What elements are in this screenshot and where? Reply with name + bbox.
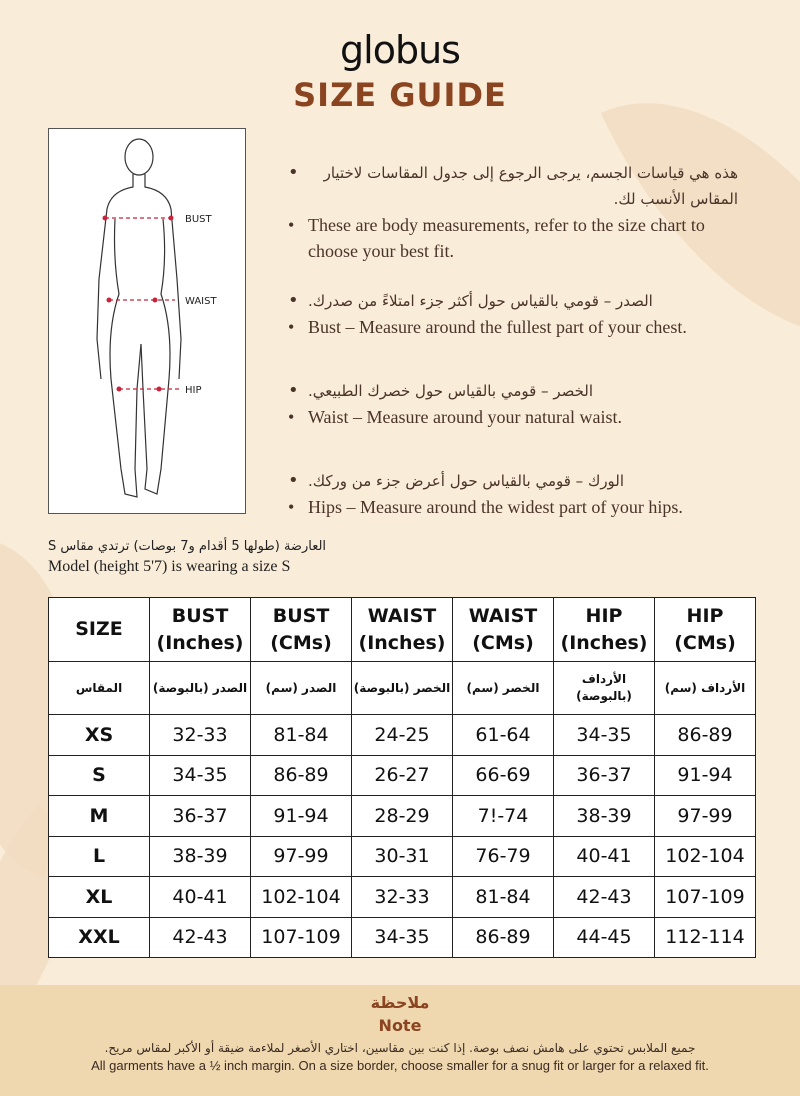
table-row (49, 917, 756, 958)
bullet-en: • Bust – Measure around the fullest part of your chest. (288, 314, 738, 340)
bullet-ar: • الورك – قومي بالقياس حول أعرض جزء من وركك. (288, 468, 738, 494)
measurement-cell: 42-43 (554, 877, 655, 918)
bullet-ar: • الصدر – قومي بالقياس حول أكثر جزء امتلاءً من صدرك. (288, 288, 738, 314)
bullet-ar: • الخصر – قومي بالقياس حول خصرك الطبيعي. (288, 378, 738, 404)
measurement-cell: 36-37 (150, 796, 251, 837)
measurement-cell: 66-69 (453, 755, 554, 796)
measurement-cell: 91-94 (655, 755, 756, 796)
size-cell: XXL (49, 917, 150, 958)
header-ar: الأرداف (بالبوصة) (554, 662, 655, 715)
measurement-cell: 97-99 (251, 836, 352, 877)
measurement-cell: 28-29 (352, 796, 453, 837)
measurement-cell: 36-37 (554, 755, 655, 796)
bullet-en: • These are body measurements, refer to the size chart to choose your best fit. (288, 212, 738, 264)
measurement-cell: 34-35 (554, 715, 655, 756)
measurement-cell: 34-35 (352, 917, 453, 958)
measurement-cell: 44-45 (554, 917, 655, 958)
header-row-ar (49, 662, 756, 715)
model-info (48, 537, 326, 577)
header-bust-in: BUST (Inches) (150, 598, 251, 662)
measurement-cell: 81-84 (453, 877, 554, 918)
measurement-cell: 7!-74 (453, 796, 554, 837)
measurement-cell: 91-94 (251, 796, 352, 837)
measurement-cell: 61-64 (453, 715, 554, 756)
measurement-cell: 40-41 (150, 877, 251, 918)
table-row (49, 755, 756, 796)
measurement-cell: 30-31 (352, 836, 453, 877)
table-row (49, 877, 756, 918)
female-body-outline-icon (49, 129, 247, 515)
size-cell: XL (49, 877, 150, 918)
table-row (49, 836, 756, 877)
measurement-cell: 24-25 (352, 715, 453, 756)
hip-label: HIP (185, 385, 202, 396)
header-waist-cm: WAIST (CMs) (453, 598, 554, 662)
header-hip-in: HIP (Inches) (554, 598, 655, 662)
table-row (49, 796, 756, 837)
header-ar: الخصر (بالبوصة) (352, 662, 453, 715)
header-ar: الأرداف (سم) (655, 662, 756, 715)
bullet-ar: • هذه هي قياسات الجسم، يرجى الرجوع إلى جدول المقاسات لاختيار المقاس الأنسب لك. (288, 160, 738, 212)
bullet-en: • Hips – Measure around the widest part of your hips. (288, 494, 738, 520)
size-cell: L (49, 836, 150, 877)
note-section (0, 985, 800, 1096)
brand-logo: globus (340, 28, 460, 72)
header-bust-cm: BUST (CMs) (251, 598, 352, 662)
measurement-cell: 86-89 (655, 715, 756, 756)
measurement-cell: 32-33 (150, 715, 251, 756)
header-row (49, 598, 756, 662)
header-hip-cm: HIP (CMs) (655, 598, 756, 662)
measurement-cell: 32-33 (352, 877, 453, 918)
model-info-ar: العارضة (طولها 5 أقدام و7 بوصات) ترتدي مقاس S (48, 539, 327, 554)
measurement-cell: 112-114 (655, 917, 756, 958)
measurement-cell: 38-39 (554, 796, 655, 837)
measurement-cell: 81-84 (251, 715, 352, 756)
header-size: SIZE (49, 598, 150, 662)
measurement-instructions (288, 160, 738, 548)
header-ar: الخصر (سم) (453, 662, 554, 715)
header-ar: المقاس (49, 662, 150, 715)
size-cell: XS (49, 715, 150, 756)
note-title-ar: ملاحظة (370, 993, 430, 1012)
size-cell: S (49, 755, 150, 796)
measurement-cell: 76-79 (453, 836, 554, 877)
note-text-ar: جميع الملابس تحتوي على هامش نصف بوصة. إذا كنت بين مقاسين، اختاري الأصغر لملاءمة ضيقة أو الأكبر لمقاس مريح. (104, 1041, 696, 1055)
measurement-cell: 38-39 (150, 836, 251, 877)
page-title: SIZE GUIDE (293, 76, 507, 114)
body-measurement-figure (48, 128, 246, 514)
measurement-cell: 86-89 (251, 755, 352, 796)
header-ar: الصدر (سم) (251, 662, 352, 715)
size-chart-table (48, 597, 756, 958)
measurement-cell: 34-35 (150, 755, 251, 796)
size-cell: M (49, 796, 150, 837)
header-ar: الصدر (بالبوصة) (150, 662, 251, 715)
bust-label: BUST (185, 214, 212, 225)
measurement-cell: 42-43 (150, 917, 251, 958)
waist-label: WAIST (185, 296, 217, 307)
measurement-cell: 40-41 (554, 836, 655, 877)
header-waist-in: WAIST (Inches) (352, 598, 453, 662)
measurement-cell: 102-104 (655, 836, 756, 877)
measurement-cell: 86-89 (453, 917, 554, 958)
note-title-en: Note (378, 1016, 422, 1035)
measurement-cell: 102-104 (251, 877, 352, 918)
bullet-en: • Waist – Measure around your natural waist. (288, 404, 738, 430)
measurement-cell: 107-109 (655, 877, 756, 918)
table-row (49, 715, 756, 756)
measurement-cell: 107-109 (251, 917, 352, 958)
measurement-cell: 26-27 (352, 755, 453, 796)
note-text-en: All garments have a ½ inch margin. On a size border, choose smaller for a snug fit or larger for a relaxed fit. (91, 1058, 709, 1073)
model-info-en: Model (height 5'7) is wearing a size S (48, 558, 291, 575)
measurement-cell: 97-99 (655, 796, 756, 837)
